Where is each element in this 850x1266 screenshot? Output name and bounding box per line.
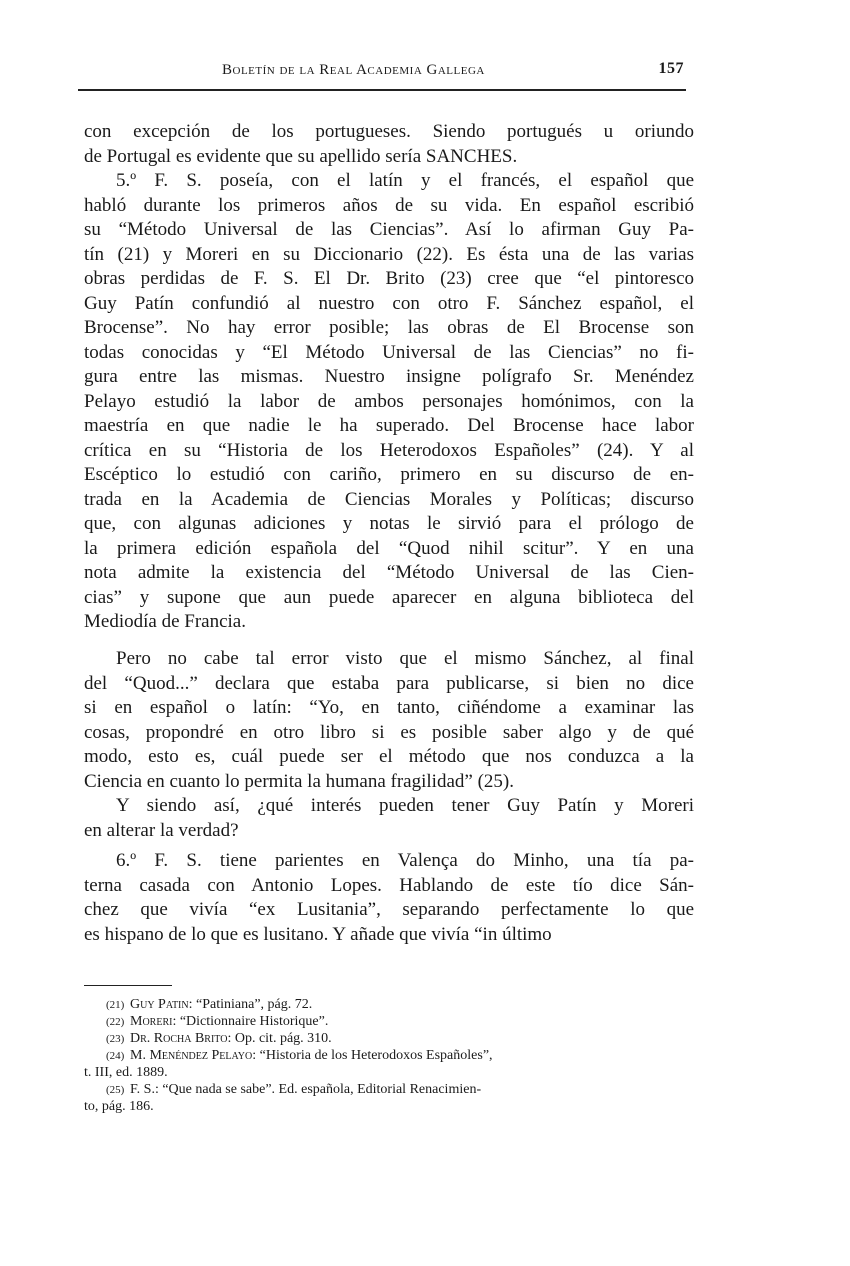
footnote-text: : “Historia de los Heterodoxos Españoles”, <box>252 1048 493 1063</box>
text-line: cosas, propondré en otro libro si es posible saber algo y de qué <box>84 721 694 743</box>
text-line: de Portugal es evidente que su apellido sería SANCHES. <box>84 145 518 167</box>
text-line: Brocense”. No hay error posible; las obras de El Brocense son <box>84 317 694 338</box>
footnote <box>84 996 694 1014</box>
text-line: Y siendo así, ¿qué interés pueden tener Guy Patín y Moreri <box>116 795 694 816</box>
text-line: terna casada con Antonio Lopes. Hablando de este tío dice Sán- <box>84 874 694 896</box>
text-line: su “Método Universal de las Ciencias”. Así lo afirman Guy Pa- <box>84 219 694 240</box>
text-line: nota admite la existencia del “Método Universal de las Cien- <box>84 562 694 583</box>
footnote-number: (25) <box>106 1084 125 1096</box>
text-line: Mediodía de Francia. <box>84 611 246 632</box>
footnote-text: : “Patiniana”, pág. 72. <box>188 997 313 1012</box>
text-line: crítica en su “Historia de los Heterodoxos Españoles” (24). Y al <box>84 439 694 461</box>
text-line: si en español o latín: “Yo, en tanto, ciñéndome a examinar las <box>84 697 694 718</box>
text-line: modo, esto es, cuál puede ser el método que nos conduzca a la <box>84 746 694 767</box>
text-line: Pelayo estudió la labor de ambos personajes homónimos, con la <box>84 390 694 412</box>
text-line: obras perdidas de F. S. El Dr. Brito (23) cree que “el pintoresco <box>84 268 694 289</box>
running-header <box>80 60 690 84</box>
text-line: Pero no cabe tal error visto que el mismo Sánchez, al final <box>116 648 694 669</box>
text-line: con excepción de los portugueses. Siendo portugués u oriundo <box>84 121 694 142</box>
text-line: trada en la Academia de Ciencias Morales y Políticas; discurso <box>84 488 694 510</box>
footnote-rule <box>84 985 172 986</box>
footnote-author: Moreri <box>130 1014 173 1029</box>
text-line: Ciencia en cuanto lo permita la humana fragilidad” (25). <box>84 770 514 792</box>
footnote-number: (23) <box>106 1033 125 1045</box>
footnote <box>84 1081 694 1099</box>
footnote <box>84 1013 694 1031</box>
footnote-text: : Op. cit. pág. 310. <box>227 1031 332 1046</box>
footnote <box>84 1047 694 1065</box>
text-line: la primera edición española del “Quod nihil scitur”. Y en una <box>84 537 694 559</box>
text-line: 5.º F. S. poseía, con el latín y el francés, el español que <box>116 170 694 191</box>
journal-title: Boletín de la Real Academia Gallega <box>222 62 485 78</box>
text-line: que, con algunas adiciones y notas le sirvió para el prólogo de <box>84 513 694 534</box>
footnote-text: : “Dictionnaire Historique”. <box>172 1014 329 1029</box>
footnote-continuation: to, pág. 186. <box>84 1099 154 1114</box>
footnote <box>84 1030 694 1048</box>
footnote-author: M. Menéndez Pelayo <box>130 1048 253 1063</box>
page-number: 157 <box>658 60 684 77</box>
footnote-number: (24) <box>106 1050 125 1062</box>
text-line: Escéptico lo estudió con cariño, primero en su discurso de en- <box>84 464 694 485</box>
text-line: maestría en que nadie le ha superado. Del Brocense hace labor <box>84 415 694 436</box>
text-line: gura entre las mismas. Nuestro insigne polígrafo Sr. Menéndez <box>84 366 694 387</box>
footnote-text: F. S.: “Que nada se sabe”. Ed. española, Editorial Renacimien- <box>130 1082 482 1097</box>
text-line: cias” y supone que aun puede aparecer en alguna biblioteca del <box>84 586 694 608</box>
header-rule <box>78 89 686 91</box>
text-line: tín (21) y Moreri en su Diccionario (22). Es ésta una de las varias <box>84 243 694 265</box>
text-line: en alterar la verdad? <box>84 819 239 841</box>
footnote-continuation: t. III, ed. 1889. <box>84 1065 168 1080</box>
text-line: 6.º F. S. tiene parientes en Valença do Minho, una tía pa- <box>116 850 694 871</box>
footnote-author: Guy Patin <box>130 997 189 1012</box>
text-line: Guy Patín confundió al nuestro con otro F. Sánchez español, el <box>84 292 694 314</box>
footnote-author: Dr. Rocha Brito <box>130 1031 228 1046</box>
text-line: todas conocidas y “El Método Universal de las Ciencias” no fi- <box>84 341 694 363</box>
text-line: del “Quod...” declara que estaba para publicarse, si bien no dice <box>84 672 694 694</box>
footnote-number: (21) <box>106 999 125 1011</box>
text-line: es hispano de lo que es lusitano. Y añade que vivía “in último <box>84 923 552 945</box>
text-line: habló durante los primeros años de su vida. En español escribió <box>84 194 694 216</box>
footnote-number: (22) <box>106 1016 125 1028</box>
text-line: chez que vivía “ex Lusitania”, separando perfectamente lo que <box>84 899 694 920</box>
